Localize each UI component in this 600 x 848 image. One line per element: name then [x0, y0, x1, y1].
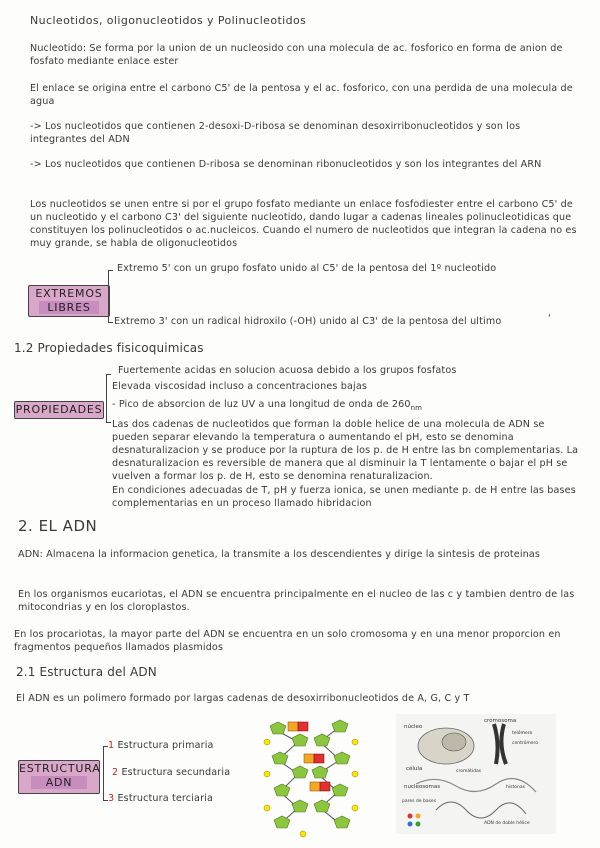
extremos-bracket-bottom	[108, 322, 113, 323]
extremo-3-item: Extremo 3' con un radical hidroxilo (-OH) unido al C3' de la pentosa del ultimo	[114, 316, 502, 327]
propiedad-hibridacion: En condiciones adecuadas de T, pH y fuerza ionica, se unen mediante p. de H entre las bases complementarias en un proceso llamado hibridacion	[112, 485, 576, 509]
extremo-5-item: Extremo 5' con un grupo fosfato unido al C5' de la pentosa del 1º nucleotido	[117, 263, 497, 274]
estructura-item-number: 1	[108, 740, 115, 751]
estructura-item-label: Estructura primaria	[117, 740, 214, 751]
propiedad-viscosidad: Elevada viscosidad incluso a concentraciones bajas	[112, 381, 367, 392]
label-cromosoma: cromosoma	[484, 718, 517, 724]
section-propiedades-heading: 1.2 Propiedades fisicoquimicas	[14, 341, 204, 355]
label-pares-bases: pares de bases	[402, 799, 437, 804]
label-nucleosomas: nucleosomas	[404, 784, 441, 790]
estructura-bracket	[103, 746, 104, 800]
estructura-item-label: Estructura secundaria	[121, 767, 231, 778]
estructura-item-number: 3	[108, 793, 115, 804]
propiedad-acidas: Fuertemente acidas en solucion acuosa debido a los grupos fosfatos	[118, 365, 457, 376]
label-nucleo: núcleo	[404, 724, 423, 730]
propiedad-desnaturalizacion: Las dos cadenas de nucleotidos que forman la doble helice de una molecula de ADN se pueden separar elevando la temperatura o aumentando el pH, esto se denomina desnaturalizacion y se produce por la ruptura de los p. de H entre las bn complementarias. La desnaturalizacion es reversible de manera que al disminuir la T lentamente o bajar el pH se vuelven a formar los p. de H, esto se denomina renaturalizacion.	[112, 419, 579, 482]
extremo-3-suffix: '	[548, 313, 551, 324]
propiedades-bracket	[106, 374, 107, 422]
estructura-item-primaria	[108, 739, 214, 752]
propiedades-box: PROPIEDADES	[14, 401, 104, 419]
section-adn-heading: 2. EL ADN	[18, 517, 98, 535]
eucariotas-paragraph: En los organismos eucariotas, el ADN se encuentra principalmente en el nucleo de las c y tambien dentro de las mitocondrias y en los cloroplastos.	[18, 589, 575, 613]
label-telomero: telómero	[512, 731, 533, 736]
estructura-item-secundaria	[112, 766, 230, 779]
propiedades-bracket-bottom	[106, 422, 111, 423]
estructura-adn-box	[18, 760, 100, 794]
page-title: Nucleotidos, oligonucleotidos y Polinucleotidos	[30, 14, 307, 27]
label-cromatidas: cromátidas	[456, 769, 482, 774]
estructura-item-label: Estructura terciaria	[117, 793, 214, 804]
adn-definition: ADN: Almacena la informacion genetica, la transmite a los descendientes y dirige la sintesis de proteinas	[18, 549, 541, 560]
estructura-item-number: 2	[112, 767, 119, 778]
propiedades-bracket-top	[106, 374, 111, 375]
propiedad-absorcion-text: Pico de absorcion de luz UV a una longitud de onda de 260	[118, 399, 411, 410]
enlace-definition: El enlace se origina entre el carbono C5' de la pentosa y el ac. fosforico, con una perdida de una molecula de agua	[30, 83, 573, 107]
base-pairs	[288, 722, 330, 791]
label-celula: célula	[406, 766, 423, 772]
procariotas-paragraph: En los procariotas, la mayor parte del ADN se encuentra en un solo cromosoma y en una menor proporcion en fragmentos pequeños llamados plasmidos	[14, 629, 561, 653]
estructura-box-line2: ADN	[31, 776, 87, 789]
extremos-libres-box	[28, 285, 110, 317]
estructura-box-line1: ESTRUCTURA	[19, 762, 101, 775]
cell-chromosome-diagram	[396, 714, 556, 834]
extremos-box-line2: LIBRES	[39, 301, 99, 314]
label-centromero: centrómero	[512, 741, 539, 746]
extremos-box-line1: EXTREMOS	[35, 287, 103, 300]
bullet-ribonucleotidos: -> Los nucleotidos que contienen D-ribosa se denominan ribonucleotidos y son los integrantes del ARN	[30, 159, 542, 170]
propiedad-absorcion-unit: nm	[410, 403, 423, 412]
sugar-pentagons	[270, 720, 350, 828]
extremos-bracket-top	[108, 270, 113, 271]
bullet-desoxirribonucleotidos: -> Los nucleotidos que contienen 2-desoxi-D-ribosa se denominan desoxirribonucleotidos y son los integrantes del ADN	[30, 121, 521, 145]
dna-backbone	[276, 728, 340, 824]
estructura-item-terciaria	[108, 792, 213, 805]
dna-strand-illustration	[258, 712, 368, 840]
label-adn-doble-helice: ADN de doble hélice	[484, 821, 530, 826]
label-histonas: histonas	[506, 785, 525, 790]
union-paragraph: Los nucleotidos se unen entre si por el grupo fosfato mediante un enlace fosfodiester entre el carbono C5' de un nucleotido y el carbono C3' del siguiente nucleotido, dando lugar a cadenas lineales polinucleotidicas que constituyen los polinucleotidos o ac.nucleicos. Cuando el numero de nucleotidos que integran la cadena no es muy grande, se habla de oligonucleotidos	[30, 199, 577, 249]
nucleus-shape	[442, 733, 466, 751]
section-estructura-heading: 2.1 Estructura del ADN	[16, 665, 157, 679]
extremos-bracket	[108, 270, 109, 322]
polimero-paragraph: El ADN es un polimero formado por largas cadenas de desoxirribonucleotidos de A, G, C y T	[16, 693, 470, 704]
propiedad-absorcion-uv: - Pico de absorcion de luz UV a una longitud de onda de $260_{nm}$	[112, 399, 423, 412]
nucleotido-definition: Nucleotido: Se forma por la union de un nucleosido con una molecula de ac. fosforico en forma de anion de fosfato mediante enlace ester	[30, 43, 563, 67]
